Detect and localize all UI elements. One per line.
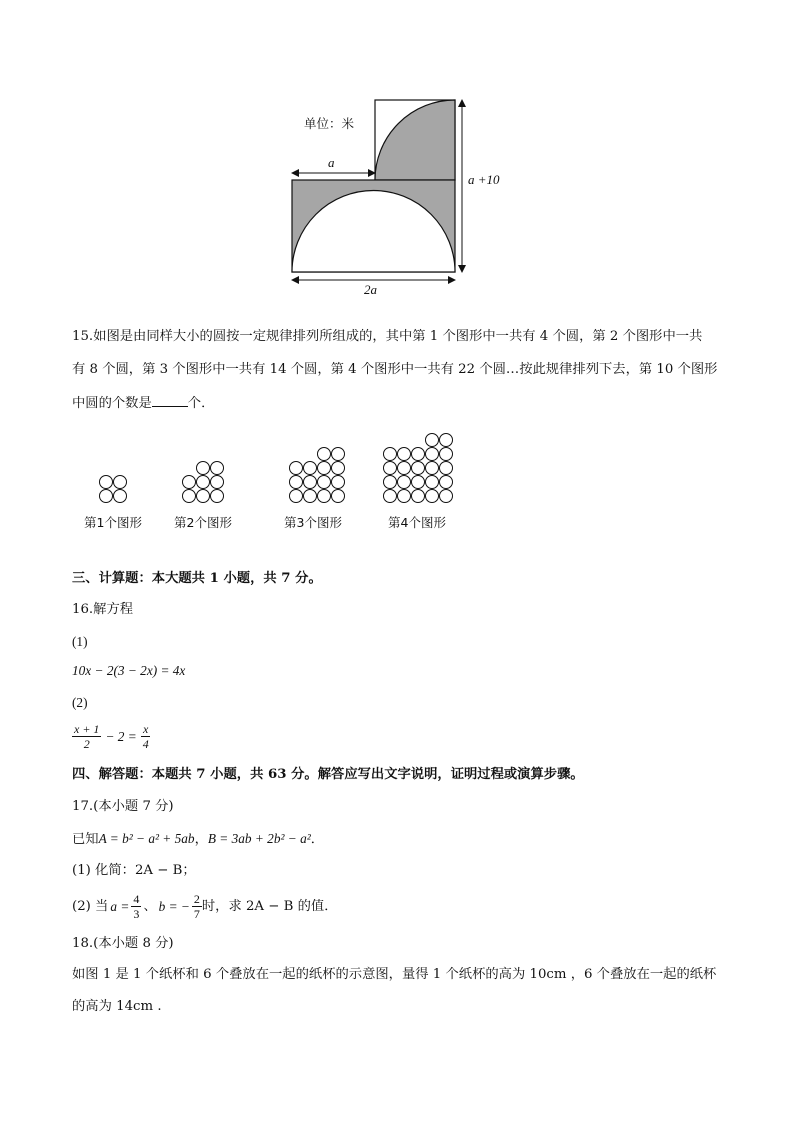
unit-label: 单位：米: [304, 116, 355, 131]
q17-part-2-separator: 、: [143, 898, 157, 914]
fraction-a-numerator: 4: [133, 892, 140, 906]
q18-title: 18.(本小题 8 分): [72, 936, 174, 951]
fraction-right-numerator: x: [143, 722, 149, 736]
caption-figure-1: 第1个图形: [84, 515, 142, 530]
q15-line-1: 15.如图是由同样大小的圆按一定规律排列所组成的，其中第 1 个图形中一共有 4 个圆，第 2 个图形中一共: [72, 329, 703, 344]
q16-part-2-label: (2): [72, 695, 88, 710]
caption-figure-4: 第4个图形: [388, 515, 446, 530]
fraction-left-numerator: x + 1: [74, 722, 100, 736]
fraction-b-denominator: 7: [193, 907, 200, 921]
q17-given-end: ．: [310, 832, 325, 847]
section-3-heading: 三、计算题：本大题共 1 小题，共 7 分。: [72, 571, 322, 586]
q15-line-3-start: 中圆的个数是: [72, 396, 152, 411]
fraction-a-denominator: 3: [133, 907, 140, 921]
q15-line-3: [72, 394, 214, 413]
q17-a-equals: a =: [110, 898, 130, 914]
q17-given-separator: ，: [194, 832, 208, 847]
q17-part-2: [72, 892, 338, 921]
dimension-label-a-plus-10: a +10: [468, 172, 500, 187]
figure-1-circles: [100, 476, 127, 503]
fraction-a-value: [131, 892, 141, 921]
q17-given: [72, 830, 324, 849]
figure-2-circles: [183, 462, 224, 503]
q16-part-2-equation: [72, 722, 151, 751]
fraction-b-value: [192, 892, 202, 921]
fraction-left: [72, 722, 101, 751]
fraction-right: [141, 722, 151, 751]
q17-expression-a: A = b² − a² + 5ab: [98, 831, 195, 846]
q17-given-prefix: 已知: [72, 832, 99, 847]
equation-middle: − 2 =: [105, 728, 137, 744]
q17-part-1: (1) 化简：2A − B；: [72, 863, 196, 878]
q17-title: 17.(本小题 7 分): [72, 799, 174, 814]
caption-figure-2: 第2个图形: [174, 515, 232, 530]
caption-figure-3: 第3个图形: [284, 515, 342, 530]
dimension-label-a: a: [328, 155, 335, 170]
q16-title: 16.解方程: [72, 602, 134, 617]
q18-line-1: 如图 1 是 1 个纸杯和 6 个叠放在一起的纸杯的示意图，量得 1 个纸杯的高为 10cm ，6 个叠放在一起的纸杯: [72, 967, 717, 982]
fraction-b-numerator: 2: [193, 892, 200, 906]
q17-part-2-prefix: (2) 当: [72, 898, 109, 914]
circle-pattern-figures: [90, 428, 470, 508]
q18-line-2: 的高为 14cm .: [72, 999, 162, 1014]
q16-part-1-label: (1): [72, 634, 88, 649]
q16-part-1-equation: 10x − 2(3 − 2x) = 4x: [72, 663, 186, 678]
fraction-right-denominator: 4: [142, 737, 149, 751]
q17-part-2-suffix: 时，求 2A − B 的值．: [201, 898, 338, 914]
q15-line-2: 有 8 个圆，第 3 个图形中一共有 14 个圆，第 4 个图形中一共有 22 个圆…按此规律排列下去，第 10 个图形: [72, 362, 718, 377]
dimension-label-2a: 2a: [364, 282, 377, 297]
q17-b-equals: b = −: [158, 898, 190, 914]
section-4-heading: 四、解答题：本题共 7 小题，共 63 分。解答应写出文字说明，证明过程或演算步骤。: [72, 767, 584, 782]
q17-expression-b: B = 3ab + 2b² − a²: [207, 831, 311, 846]
figure-4-circles: [384, 434, 453, 503]
fraction-left-denominator: 2: [83, 737, 90, 751]
q15-line-3-end: 个．: [187, 396, 215, 411]
figure-3-circles: [290, 448, 345, 503]
answer-blank: [152, 394, 188, 407]
